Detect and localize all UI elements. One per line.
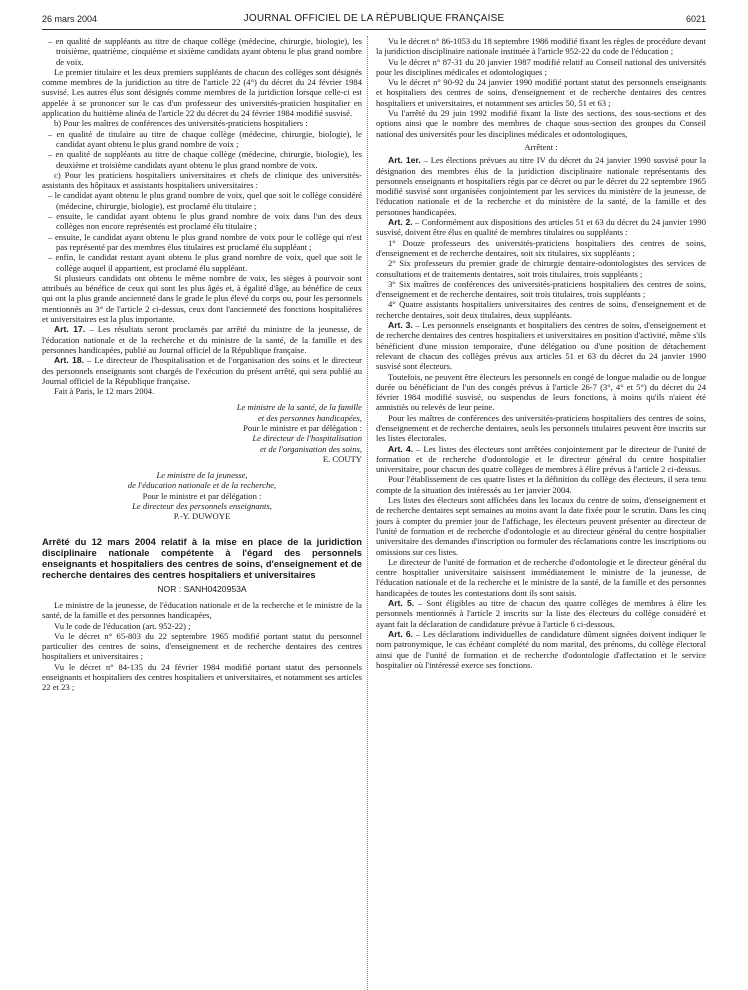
article-text: – Sont éligibles au titre de chacun des quatre collèges de membres à élire les personnels mentionnés à l'article 2 inscrits sur la liste des électeurs du collège considéré et ayant fait la déclaration de candidature prévue à l'article 6 ci-dessous. (376, 598, 706, 629)
article-1 (376, 155, 706, 217)
article-label: Art. 17. (54, 324, 86, 335)
page-number: 6021 (685, 14, 706, 24)
paragraph: Le ministre de la jeunesse, de l'éducation nationale et de la recherche et le ministre de la santé, de la famille et des personnes handicapées, (42, 599, 362, 621)
article-label: Art. 2. (388, 217, 413, 228)
paragraph: Toutefois, ne peuvent être électeurs les personnels en congé de longue maladie ou de longue durée ou bénéficiant de l'un des congés prévus à l'article 26-7 (3°, 4° et 5°) du décret du 24 février 1984 modifié susvisé, ou suspendus de leurs fonctions, à moins qu'ils n'aient été amnistiés ou relevés de leur peine. (376, 371, 706, 413)
signature-line: Pour le ministre et par délégation : (142, 490, 262, 501)
paragraph: – en qualité de suppléants au titre de chaque collège (médecine, chirurgie, biologie), les troisième, quatrième, cinquième et sixième candidats ayant obtenu le plus grand nombre de voix. (48, 36, 362, 67)
article-text: – Les élections prévues au titre IV du décret du 24 janvier 1990 susvisé pour la désignation des membres élus de la juridiction disciplinaire nationale représentants des personnels enseignants et hospitaliers régis par ce décret ou par le décret du 22 septembre 1965 modifié susvisé sont organisées conjointement par les services du ministère de la jeunesse, de l'éducation nationale et de la recherche et du ministère de la santé, de la famille et des personnes handicapées. (376, 155, 707, 217)
paragraph: Vu le décret n° 87-31 du 20 janvier 1987 modifié relatif au Conseil national des universités pour les disciplines médicales et odontologiques ; (376, 56, 706, 77)
list-item: – ensuite, le candidat ayant obtenu le plus grand nombre de voix dans l'un des deux collèges non encore représentés est proclamé élu titulaire ; (48, 211, 362, 232)
signature-line: Le directeur de l'hospitalisation (252, 433, 362, 444)
list-item: – en qualité de suppléants au titre de chaque collège (médecine, chirurgie, biologie), les deuxième et troisième candidats ayant obtenu le plus grand nombre de voix. (48, 149, 362, 170)
signature-line: Pour le ministre et par délégation : (243, 422, 362, 433)
list-item: – le candidat ayant obtenu le plus grand nombre de voix, quel que soit le collège considéré (médecine, chirurgie, biologie), est proclamé élu titulaire ; (48, 190, 362, 211)
paragraph: Vu le décret n° 65-803 du 22 septembre 1965 modifié portant statut du personnel particulier des centres de soins, d'enseignement et de recherche dentaires des centres hospitaliers et universitaires ; (42, 630, 362, 662)
article-label: Art. 3. (388, 320, 413, 331)
article-label: Art. 18. (54, 355, 85, 366)
paragraph: Le directeur de l'unité de formation et de recherche d'odontologie et le directeur général du centre hospitalier universitaire saisissent immédiatement le ministre de la jeunesse, de l'éducation nationale et de la recherche et le ministre de la santé, de la famille et des personnes handicapées de toutes les contestations dont ils sont saisis. (376, 556, 706, 598)
publication-date: 26 mars 2004 (42, 14, 98, 24)
paragraph: Si plusieurs candidats ont obtenu le même nombre de voix, les sièges à pourvoir sont attribués au bénéfice de ceux qui sont les plus âgés et, à égalité d'âge, au bénéfice de ceux qui ont la plus grande ancienneté dans le grade le plus élevé du corps ou, pour les personnels mentionnés au 3° de l'article 2 ci-dessus, ceux dont l'ancienneté des fonctions hospitalières et universitaires est la plus importante. (42, 272, 362, 325)
signing-date: Fait à Paris, le 12 mars 2004. (54, 386, 155, 397)
paragraph: Vu le décret n° 86-1053 du 18 septembre 1986 modifié fixant les règles de procédure devant la juridiction disciplinaire nationale instituée à l'article 952-22 du code de l'éducation ; (376, 36, 706, 57)
article-text: – Les personnels enseignants et hospitaliers des centres de soins, d'enseignement et de recherche dentaires des centres hospitaliers et universitaires en position d'activité, même s'ils bénéficient d'une mission temporaire, d'une délégation ou d'une position de détachement relevant de chacun des collèges prévus aux articles 51 et 63 du décret du 24 janvier 1990 susvisé sont électeurs. (376, 320, 707, 372)
signature-line: Le ministre de la santé, de la famille (236, 402, 362, 413)
paragraph: b) Pour les maîtres de conférences des universités-praticiens hospitaliers : (54, 118, 308, 129)
journal-title: JOURNAL OFFICIEL DE LA RÉPUBLIQUE FRANÇAISE (243, 13, 505, 24)
article-text: – Les listes des électeurs sont arrêtées conjointement par le directeur de l'unité de formation et de recherche d'odontologie et le directeur général du centre hospitalier universitaire, pour chacun des quatre collèges de membres à élire prévus à l'article 2 ci-dessus. (376, 443, 706, 475)
article-label: Art. 5. (388, 598, 415, 609)
article-label: Art. 4. (388, 443, 414, 454)
list-item: 3° Six maîtres de conférences des universités-praticiens hospitaliers des centres de soins, d'enseignement et de recherche dentaires, soit trois titulaires, trois suppléants ; (376, 278, 706, 300)
nor-reference: NOR : SANH0420953A (157, 583, 247, 594)
signature-line: Le directeur des personnels enseignants, (132, 501, 272, 512)
paragraph: Vu le décret n° 84-135 du 24 février 1984 modifié portant statut des personnels enseignants et hospitaliers des centres hospitaliers et universitaires, et notamment ses articles 22 et 23 ; (42, 661, 362, 693)
list-item: 1° Douze professeurs des universités-praticiens hospitaliers des centres de soins, d'enseignement et de recherche dentaires, soit six titulaires, six suppléants ; (376, 237, 706, 258)
paragraph: Les listes des électeurs sont affichées dans les locaux du centre de soins, d'enseignement et de recherche dentaires sept semaines au moins avant la date fixée pour le scrutin. Dans les cinq jours à compter du premier jour de l'affichage, les électeurs peuvent présenter au directeur de l'unité de formation et de recherche d'odontologie et au directeur général du centre hospitalier universitaire des demandes d'inscription ou formuler des réclamations contre les inscriptions ou omissions sur ces listes. (376, 495, 706, 557)
signature-line: et des personnes handicapées, (257, 412, 362, 423)
signature-line: Le ministre de la jeunesse, (156, 470, 248, 481)
arretent-heading: Arrêtent : (524, 141, 558, 152)
article-text: – Le directeur de l'hospitalisation et de l'organisation des soins et le directeur des personnels enseignants sont chargés de l'exécution du présent arrêté, qui sera publié au Journal officiel de la République française. (42, 355, 362, 386)
column-divider (367, 36, 368, 990)
signatory-name: E. COUTY (322, 453, 362, 464)
paragraph: Pour l'établissement de ces quatre listes et la définition du collège des électeurs, il sera tenu compte de la situation des intéressés au 1er janvier 2004. (376, 474, 706, 495)
paragraph: Vu l'arrêté du 29 juin 1992 modifié fixant la liste des sections, des sous-sections et des options ainsi que le nombre des membres de chaque sous-section des groupes du Conseil national des universités pour les disciplines médicales et odontologiques, (376, 108, 706, 139)
signatory-name: P.-Y. DUWOYE (173, 511, 231, 522)
article-label: Art. 6. (388, 628, 413, 639)
article-4 (376, 444, 706, 475)
article-6 (376, 629, 706, 670)
signature-line: de l'éducation nationale et de la recherche, (127, 480, 277, 491)
article-18 (42, 355, 362, 386)
left-column (42, 36, 362, 693)
article-2 (376, 217, 706, 238)
paragraph: Vu le code de l'éducation (art. 952-22) ; (54, 620, 191, 631)
paragraph: Le premier titulaire et les deux premiers suppléants de chacun des collèges sont désignés comme membres de la juridiction au titre de l'article 22 (4°) du décret du 24 février 1984 susvisé. Les autres élus sont désignés comme membres de la juridiction lorsque celle-ci est appelée à se prononcer sur le cas d'un professeur des universités-praticien hospitalier en application du huitième alinéa de l'article 22 du décret du 24 février 1984 modifié susvisé. (42, 66, 362, 119)
paragraph: Vu le décret n° 90-92 du 24 janvier 1990 modifié portant statut des personnels enseignants et hospitaliers des centres de soins, d'enseignement et de recherche dentaires des centres hospitaliers et universitaires, et notamment ses articles 50, 51 et 63 ; (376, 77, 706, 108)
article-text: – Les déclarations individuelles de candidature dûment signées doivent indiquer le nom patronymique, le cas échéant complété du nom marital, des prénoms, du collège électoral ainsi que de l'unité de formation et de recherche d'odontologie d'affectation et le service hospitalier où l'intéressé exerce ses fonctions. (376, 628, 706, 670)
article-text: – Les résultats seront proclamés par arrêté du ministre de la jeunesse, de l'éducation nationale et de la recherche et du ministre de la santé, de la famille et des personnes handicapées, publié au Journal officiel de la République française. (42, 324, 362, 355)
list-item: 2° Six professeurs du premier grade de chirurgie dentaire-odontologistes des services de consultations et de traitements dentaires, soit trois titulaires, trois suppléants ; (376, 258, 706, 279)
list-item: – ensuite, le candidat ayant obtenu le plus grand nombre de voix pour le collège qui n'est pas représenté par des membres élus titulaires est proclamé élu suppléant ; (48, 231, 362, 252)
article-text: – Conformément aux dispositions des articles 51 et 63 du décret du 24 janvier 1990 susvisé, doivent être élus en qualité de membres titulaires ou suppléants : (376, 217, 706, 238)
list-item: – en qualité de titulaire au titre de chaque collège (médecine, chirurgie, biologie), le candidat ayant obtenu le plus grand nombre de voix ; (48, 128, 362, 149)
arrete-title: Arrêté du 12 mars 2004 relatif à la mise en place de la juridiction disciplinaire nationale compétente à l'égard des personnels enseignants et hospitaliers des centres de soins, d'enseignement et de recherche dentaires des centres hospitaliers et universitaires (42, 535, 362, 580)
paragraph: c) Pour les praticiens hospitaliers universitaires et chefs de clinique des universités-assistants des hôpitaux et assistants hospitaliers universitaires : (42, 169, 362, 191)
list-item: – enfin, le candidat restant ayant obtenu le plus grand nombre de voix, quel que soit le collège auquel il appartient, est proclamé élu suppléant. (48, 252, 362, 273)
header-rule (42, 29, 706, 30)
right-column (376, 36, 706, 670)
article-17 (42, 324, 362, 355)
article-5 (376, 598, 706, 629)
article-3 (376, 320, 706, 371)
signature-line: et de l'organisation des soins, (259, 443, 362, 454)
paragraph: Pour les maîtres de conférences des universités-praticiens hospitaliers des centres de soins, d'enseignement et de recherche dentaires, seuls les personnels titulaires peuvent être inscrits sur les listes électorales. (376, 412, 706, 444)
list-item: 4° Quatre assistants hospitaliers universitaires des centres de soins, d'enseignement et de recherche dentaires, soit deux titulaires, deux suppléants. (376, 299, 706, 320)
article-label: Art. 1er. (388, 155, 421, 166)
